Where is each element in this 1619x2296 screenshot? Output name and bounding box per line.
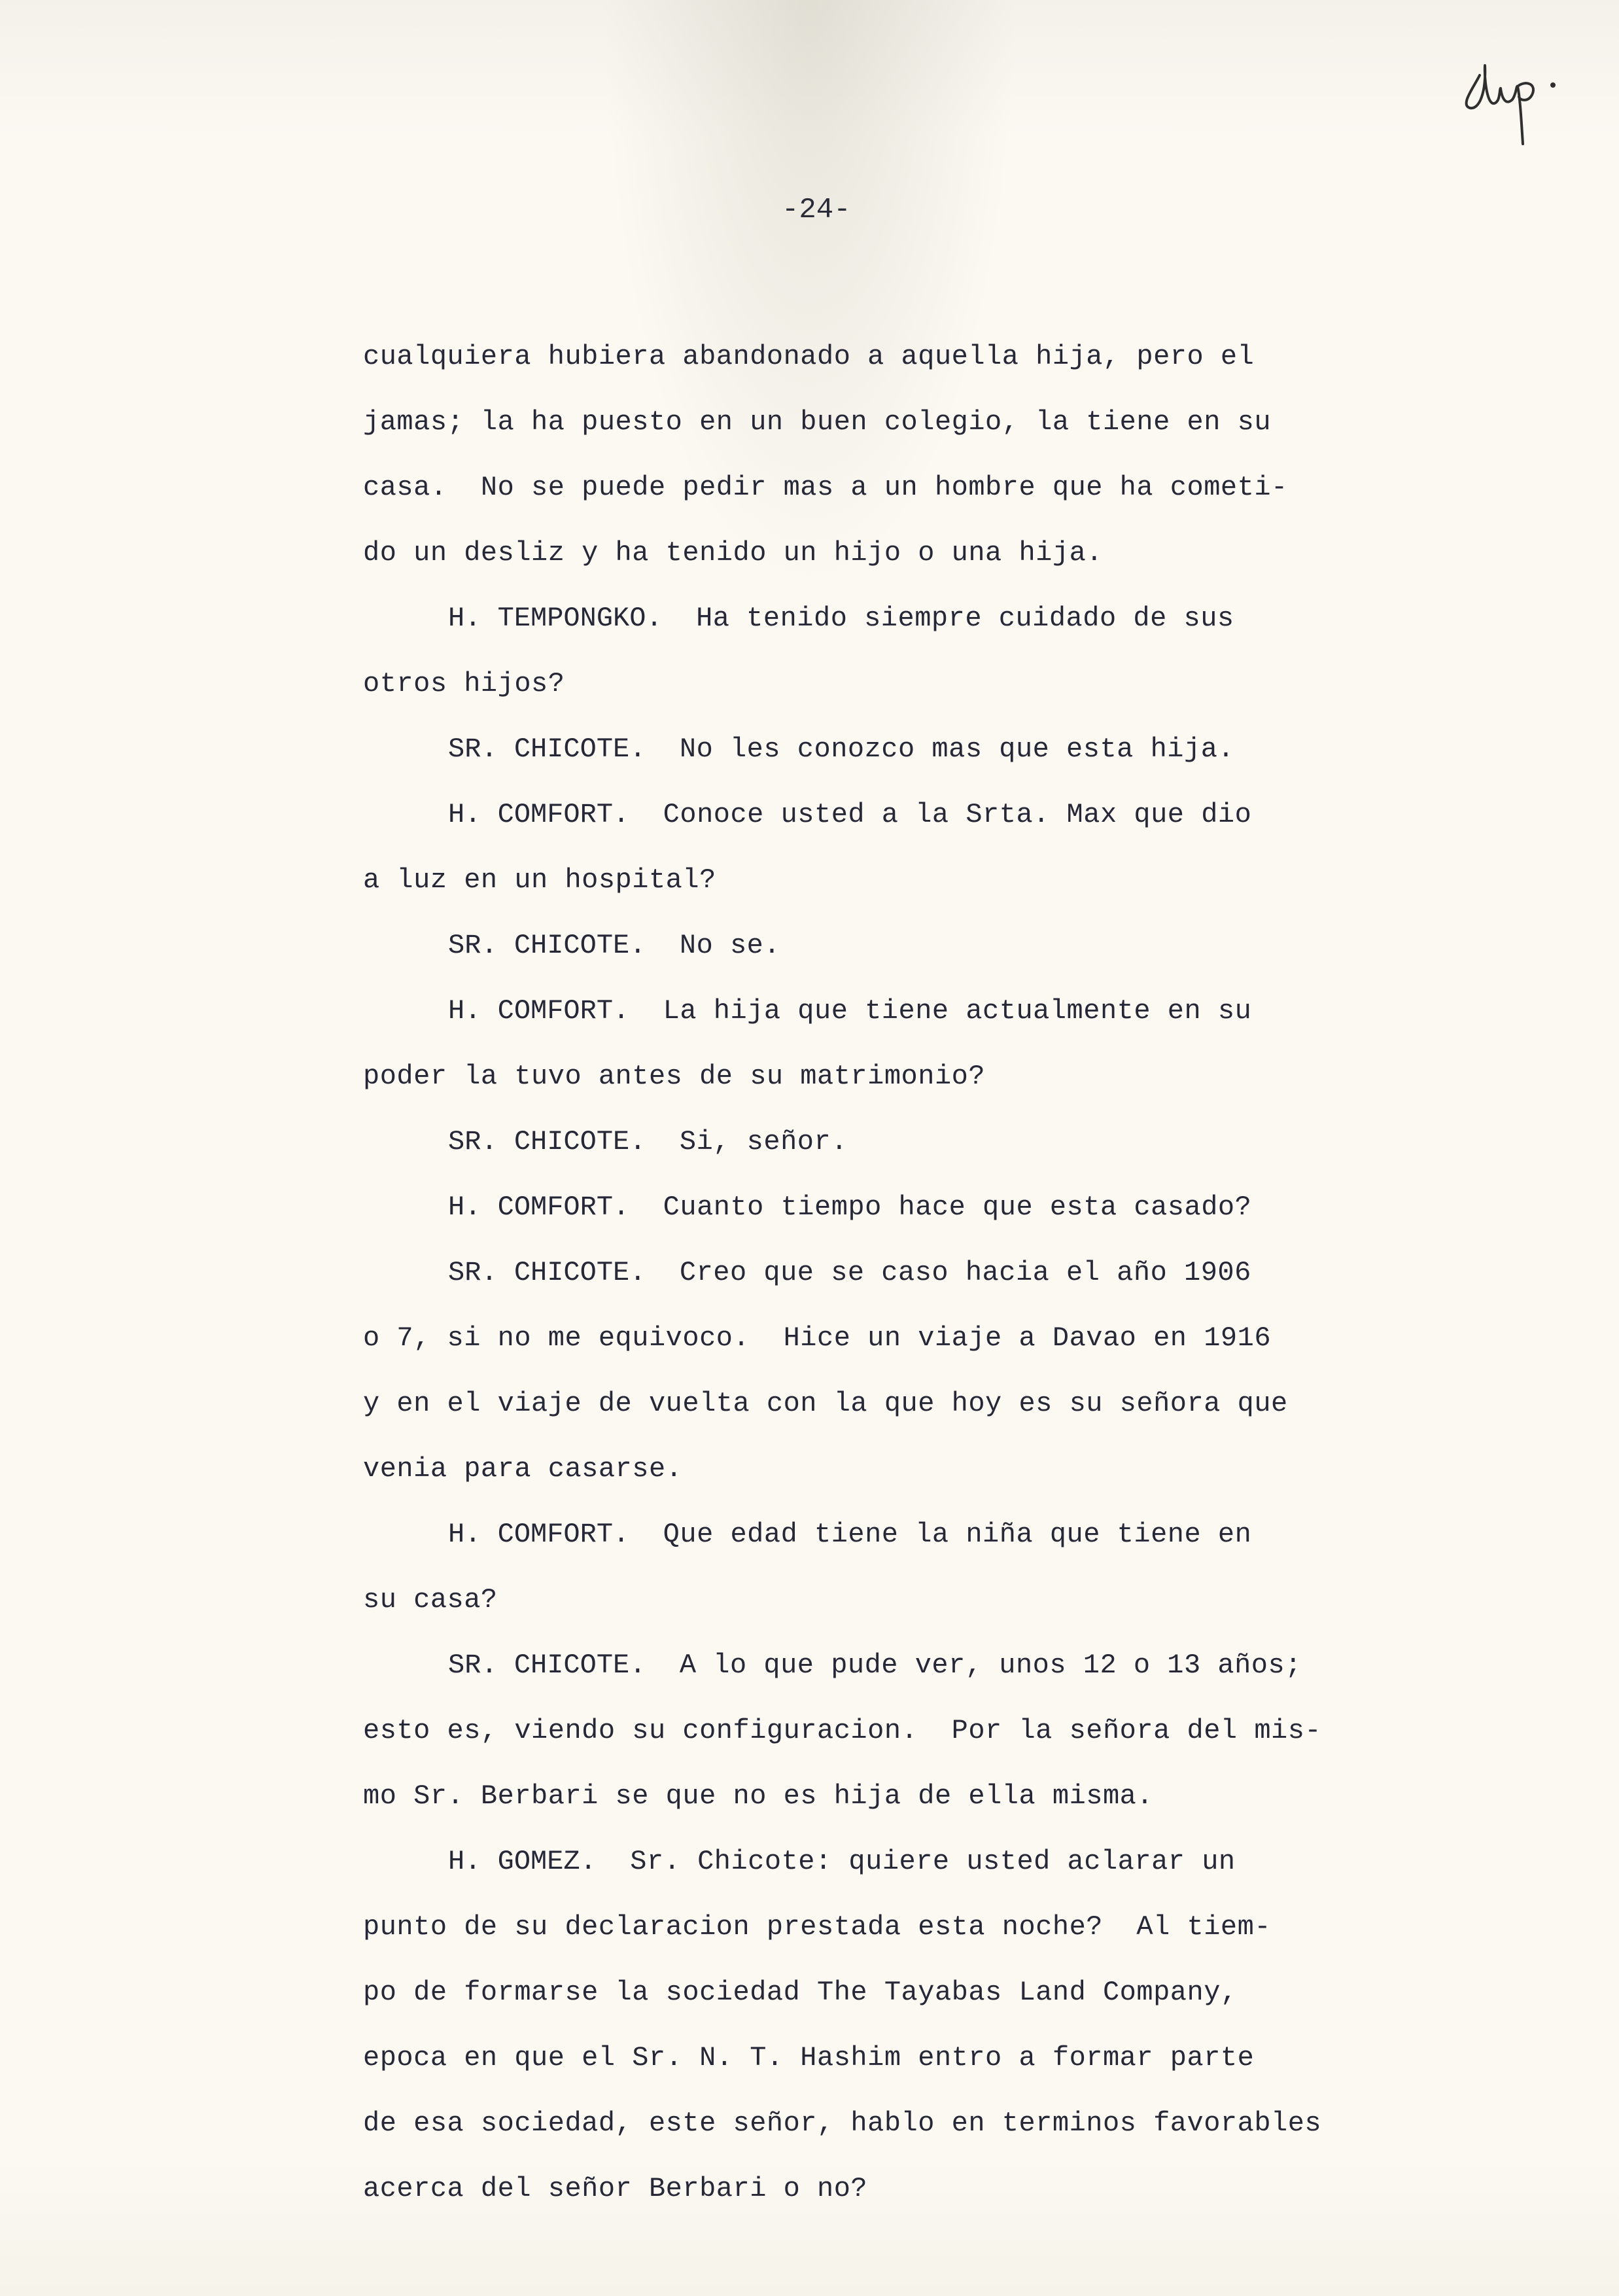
transcript-body <box>363 324 1344 2221</box>
dialogue-line <box>363 1436 1344 1502</box>
line-text: epoca en que el Sr. N. T. Hashim entro a formar parte <box>363 2042 1255 2074</box>
dialogue-line <box>363 651 1344 716</box>
line-text: La hija que tiene actualmente en su <box>629 995 1252 1027</box>
line-text: jamas; la ha puesto en un buen colegio, la tiene en su <box>363 406 1272 438</box>
dialogue-line <box>363 1698 1344 1763</box>
line-text: Ha tenido siempre cuidado de sus <box>662 603 1234 634</box>
dialogue-line-speaker <box>363 586 1344 651</box>
line-text: po de formarse la sociedad The Tayabas Land Company, <box>363 1977 1238 2008</box>
line-text: Conoce usted a la Srta. Max que dio <box>629 799 1252 830</box>
line-text: Sr. Chicote: quiere usted aclarar un <box>596 1846 1236 1877</box>
speaker-label: H. COMFORT. <box>448 995 630 1027</box>
speaker-label: H. TEMPONGKO. <box>448 603 663 634</box>
line-text: o 7, si no me equivoco. Hice un viaje a Davao en 1916 <box>363 1322 1272 1354</box>
dialogue-line <box>363 1567 1344 1633</box>
line-text: casa. No se puede pedir mas a un hombre que ha cometi- <box>363 472 1288 503</box>
line-text: No se. <box>646 930 781 961</box>
page-number: -24- <box>782 194 851 226</box>
dialogue-line-speaker <box>363 1174 1344 1240</box>
dialogue-line <box>363 2156 1344 2221</box>
speaker-label: H. COMFORT. <box>448 1519 630 1550</box>
speaker-label: SR. CHICOTE. <box>448 733 646 765</box>
dialogue-line <box>363 520 1344 586</box>
speaker-label: SR. CHICOTE. <box>448 1126 646 1157</box>
dialogue-line-speaker <box>363 1240 1344 1305</box>
line-text: otros hijos? <box>363 668 565 699</box>
dialogue-line <box>363 1763 1344 1829</box>
line-text: do un desliz y ha tenido un hijo o una hija. <box>363 537 1103 569</box>
line-text: Cuanto tiempo hace que esta casado? <box>629 1192 1252 1223</box>
line-text: Si, señor. <box>646 1126 848 1157</box>
speaker-label: SR. CHICOTE. <box>448 1650 646 1681</box>
dialogue-line-speaker <box>363 1109 1344 1174</box>
line-text: mo Sr. Berbari se que no es hija de ella misma. <box>363 1780 1154 1812</box>
line-text: a luz en un hospital? <box>363 864 716 896</box>
line-text: poder la tuvo antes de su matrimonio? <box>363 1061 986 1092</box>
handwritten-annotation <box>1454 52 1571 150</box>
dialogue-line <box>363 455 1344 520</box>
dialogue-line <box>363 324 1344 389</box>
dialogue-line <box>363 1894 1344 1960</box>
line-text: Que edad tiene la niña que tiene en <box>629 1519 1252 1550</box>
line-text: esto es, viendo su configuracion. Por la señora del mis- <box>363 1715 1322 1746</box>
line-text: venia para casarse. <box>363 1453 683 1485</box>
line-text: A lo que pude ver, unos 12 o 13 años; <box>646 1650 1302 1681</box>
dialogue-line-speaker <box>363 782 1344 847</box>
dialogue-line <box>363 1960 1344 2025</box>
speaker-label: SR. CHICOTE. <box>448 1257 646 1288</box>
line-text: de esa sociedad, este señor, hablo en terminos favorables <box>363 2108 1322 2139</box>
line-text: y en el viaje de vuelta con la que hoy es su señora que <box>363 1388 1288 1419</box>
dialogue-line-speaker <box>363 978 1344 1044</box>
line-text: su casa? <box>363 1584 498 1616</box>
dialogue-line-speaker <box>363 1829 1344 1894</box>
line-text: acerca del señor Berbari o no? <box>363 2173 868 2204</box>
dialogue-line <box>363 847 1344 913</box>
speaker-label: H. COMFORT. <box>448 799 630 830</box>
dialogue-line-speaker <box>363 716 1344 782</box>
line-text: cualquiera hubiera abandonado a aquella hija, pero el <box>363 341 1255 372</box>
dialogue-line-speaker <box>363 913 1344 978</box>
speaker-label: SR. CHICOTE. <box>448 930 646 961</box>
dialogue-line <box>363 1044 1344 1109</box>
speaker-label: H. COMFORT. <box>448 1192 630 1223</box>
line-text: No les conozco mas que esta hija. <box>646 733 1235 765</box>
dialogue-line-speaker <box>363 1633 1344 1698</box>
dialogue-line <box>363 2025 1344 2091</box>
dialogue-line <box>363 389 1344 455</box>
line-text: punto de su declaracion prestada esta noche? Al tiem- <box>363 1911 1272 1943</box>
dialogue-line <box>363 1305 1344 1371</box>
speaker-label: H. GOMEZ. <box>448 1846 597 1877</box>
dialogue-line-speaker <box>363 1502 1344 1567</box>
line-text: Creo que se caso hacia el año 1906 <box>646 1257 1251 1288</box>
dialogue-line <box>363 2091 1344 2156</box>
dialogue-line <box>363 1371 1344 1436</box>
